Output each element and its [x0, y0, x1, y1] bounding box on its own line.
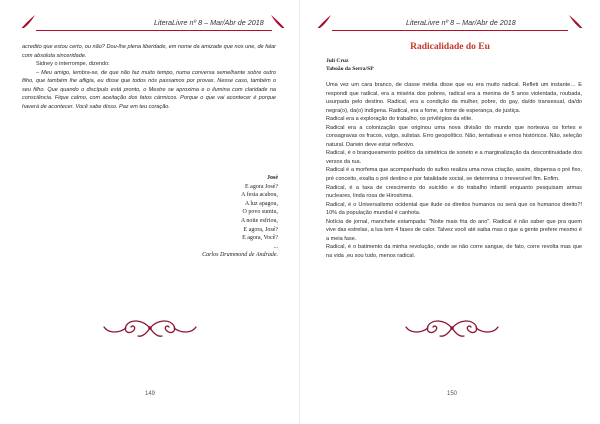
author-location: Taboão da Serra/SP	[326, 65, 374, 72]
paragraph: Radical, é o Universalismo ocidental que ilude os direitos humanos ou será que os humanos direito?! 10% da população mundial é canhota.	[326, 201, 582, 217]
poem-line: ...	[273, 243, 278, 250]
paragraph: Radical era a colonização que originou uma nova divisão do mundo que norteava os fortes e consagravas os fracos, vulgo, sulistas. Erro geopolítico. Não, tentativas e erros históricos. Não, seleção natural. Darwin deve estar reflexivo.	[326, 124, 582, 148]
paragraph: Radical é a morfema que acompanhado do sufixo realiza uma nova criação, assim, dispensa o pré fixo, pré conceito, exalta o pré destino e por fatalidade social, se determina o irreversível fim. Enfim.	[326, 167, 582, 183]
paragraph: acredito que estou certo, ou não? Dou-lhe plena liberdade, em nome da amizade que nos une, de falar com absoluta sinceridade.	[22, 44, 276, 59]
poem-title: José	[267, 175, 278, 181]
poem-line: E agora José?	[245, 183, 278, 190]
header-rule	[36, 30, 272, 31]
paragraph: Radical, é o branqueamento poético da simétrica de soneto e a marginalização da descontinuidade dos versos da rua.	[326, 150, 582, 165]
quill-icon	[270, 14, 286, 30]
page-number: 150	[446, 391, 457, 397]
journal-title: LiteraLivre nº 8 – Mar/Abr de 2018	[154, 18, 264, 27]
paragraph: – Meu amigo, lembra-se, de que não faz muito tempo, numa conversa semelhante sobre outro filho, que também lhe afligia, eu disse que todos nós passamos por provas. Nesse caso, também o seu filho. Que quando o discípulo está pronto, o Mestre se aproxima e o ilumina com claridade na consciência. Fique calmo, com aceitação dos fatos cármicos. Porque o que vai acontecer é porque haverá de acontecer. Você sabe disso. Paz em teu coração.	[22, 69, 276, 110]
paragraph: Notícia de jornal, manchete estampada: "Noite mais fria do ano". Radical é não saber que pra quem vive das estrelas, a lua tem 4 fases de calor. Talvez você até saiba mas o que a gente prefere mesmo é a meia fase.	[326, 218, 582, 242]
paragraph: Uma vez um cara branco, de classe média disse que eu era muito radical. Refleti um instante… E respondi que radical, era a miséria dos pobres, radical era a menina de 5 anos violentada, roubada, usurpada pelo destino. Radical, era a condição da mulher, pobre, do gay, da/do transexual, da/do negra(o), da(o) indígena. Radical, era a fome, a fome de esperança, de justiça.	[326, 82, 582, 114]
page-number: 149	[144, 391, 155, 397]
flourish-ornament	[402, 315, 502, 341]
quill-icon	[568, 14, 584, 30]
flourish-ornament	[100, 315, 200, 341]
paragraph: Radical, é o batimento da minha revolução, onde se não corre sangue, de fato, corre revolta mas que na vida ,eu sou tudo, menos radical.	[326, 244, 582, 259]
poem-author: Carlos Drummond de Andrade.	[202, 252, 278, 259]
poem-line: A noite esfriou,	[240, 217, 278, 224]
poem-line: A festa acabou,	[241, 192, 278, 199]
quill-icon	[20, 14, 36, 30]
page-header	[316, 12, 586, 32]
poem-line: E agora, José?	[243, 226, 278, 233]
paragraph: Radical era a exploração do trabalho, os privilégios da elite.	[326, 116, 473, 123]
quill-icon	[316, 14, 332, 30]
right-page	[300, 0, 600, 424]
journal-title: LiteraLivre nº 8 – Mar/Abr de 2018	[406, 18, 516, 27]
page-header	[22, 12, 284, 32]
poem-line: A luz apagou,	[244, 200, 278, 207]
poem-line: O povo sumiu,	[242, 209, 278, 216]
right-page-text	[326, 81, 582, 260]
paragraph: Sidney o interrompe, dizendo:	[36, 61, 110, 68]
header-rule	[332, 30, 568, 31]
paragraph: Radical, é a taxa de crescimento do suicídio e do trabalho infantil enquanto pesquisam armas nucleares, linda rosa de Hiroshima.	[326, 184, 582, 200]
article-title: Radicalidade do Eu	[410, 42, 490, 52]
poem-line: E agora, Você?	[242, 235, 278, 242]
left-page-text	[22, 43, 276, 111]
poem	[202, 174, 278, 260]
author-name: Juli Cruz	[326, 58, 349, 64]
byline	[326, 58, 374, 73]
